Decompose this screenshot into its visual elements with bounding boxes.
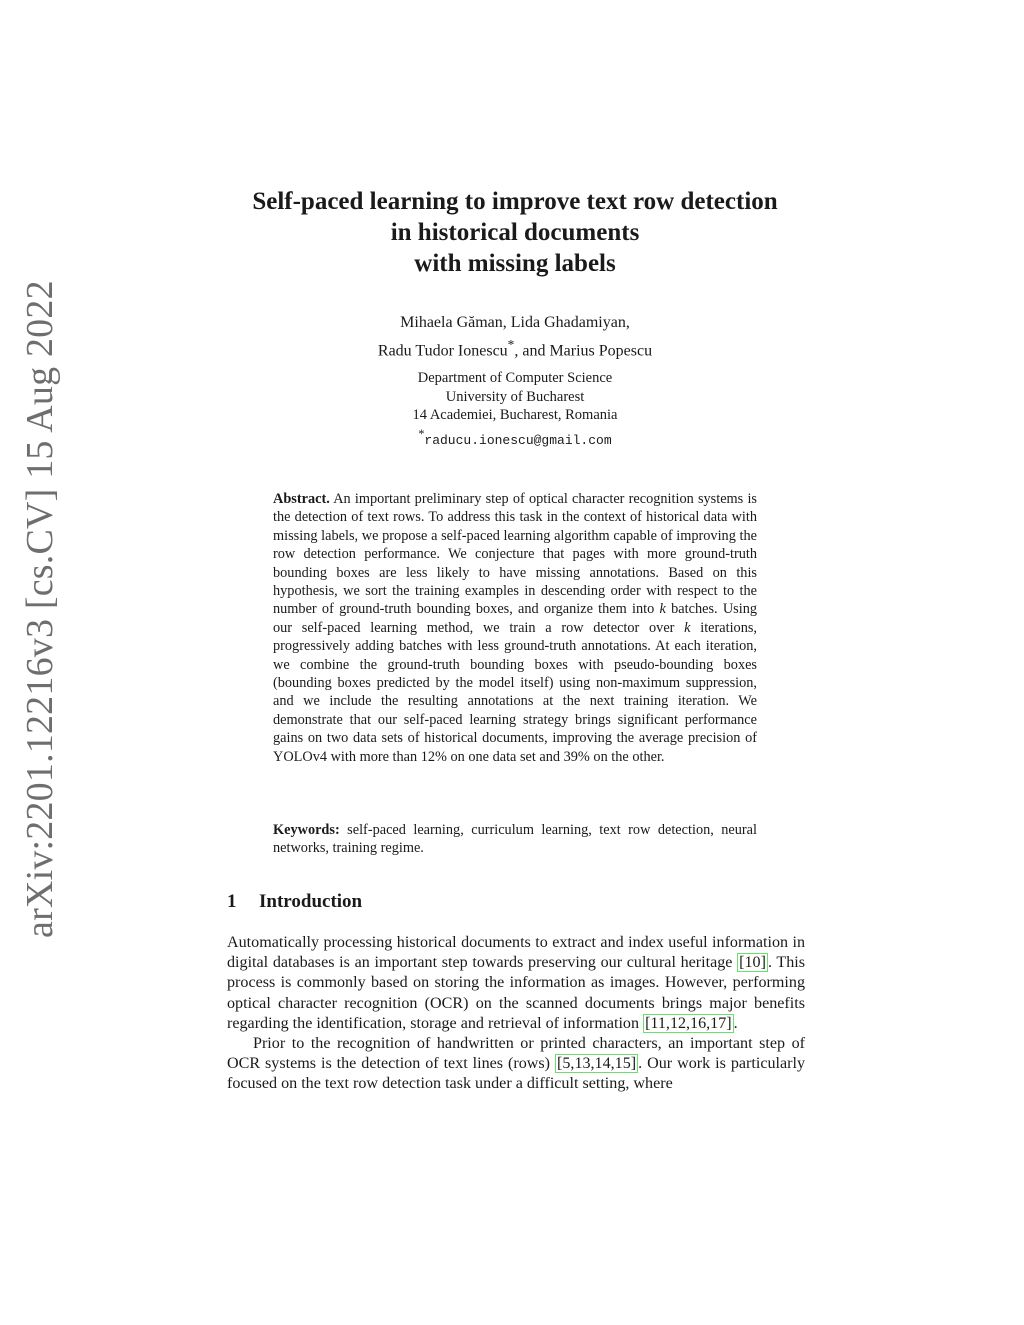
corresponding-author-mark: * <box>507 337 515 352</box>
introduction-body <box>227 933 805 1095</box>
authors-line-2 <box>315 334 715 362</box>
author-list <box>315 312 715 362</box>
keywords-label: Keywords: <box>273 822 340 838</box>
arxiv-identifier: arXiv:2201.12216v3 [cs.CV] 15 Aug 2022 <box>19 280 61 938</box>
abstract <box>273 490 757 766</box>
university: University of Bucharest <box>445 388 585 405</box>
abstract-text-3: iterations, progressively adding batches with less ground-truth annotations. At each iteration, we combine the ground-truth bounding boxes with pseudo-bounding boxes (bounding boxes predicted by the model itself) using non-maximum suppression, and we include the resulting annotations at the next training iteration. We demonstrate that our self-paced learning strategy brings significant performance gains on two data sets of historical documents, improving the average precision of YOLOv4 with more than 12% on one data set and 39% on the other. <box>273 619 757 765</box>
authors-line-1: Mihaela Găman, Lida Ghadamiyan, <box>400 314 630 331</box>
title-line-1: Self-paced learning to improve text row detection <box>252 188 778 215</box>
email-mark: * <box>418 426 425 441</box>
email-line <box>365 425 665 450</box>
section-heading <box>227 891 362 913</box>
intro-paragraph-1 <box>227 933 805 1034</box>
abstract-var-k-1: k <box>659 601 666 618</box>
address: 14 Academiei, Bucharest, Romania <box>412 407 618 423</box>
intro-p1-text-b: . This process is commonly based on storing the information as images. However, performing optical character recognition (OCR) on the scanned documents brings major benefits regarding the identification, storage and retrieval of information <box>227 954 805 1032</box>
abstract-var-k-2: k <box>684 619 691 636</box>
intro-paragraph-2 <box>227 1034 805 1095</box>
affiliation-block <box>365 369 665 450</box>
paper-title <box>215 186 815 279</box>
keywords <box>273 821 757 858</box>
title-line-2: in historical documents <box>390 219 640 246</box>
department: Department of Computer Science <box>417 370 613 386</box>
section-title: Introduction <box>259 891 363 912</box>
citation-link[interactable]: [5,13,14,15] <box>557 1055 637 1073</box>
abstract-text-1: An important preliminary step of optical character recognition systems is the detection of text rows. To address this task in the context of historical data with missing labels, we propose a self-paced learning algorithm capable of improving the row detection performance. We conjecture that pages with more ground-truth bounding boxes are less likely to have missing annotations. Based on this hypothesis, we sort the training examples in descending order with respect to the number of ground-truth bounding boxes, and organize them into <box>273 491 757 618</box>
abstract-label: Abstract. <box>273 491 330 507</box>
intro-p2-text-a: Prior to the recognition of handwritten or printed characters, an important step of OCR systems is the detection of text lines (rows) <box>227 1035 805 1073</box>
intro-p2-text-b: . Our work is particularly focused on the text row detection task under a difficult setting, where <box>227 1055 806 1093</box>
intro-p1-text-a: Automatically processing historical documents to extract and index useful information in digital databases is an important step towards preserving our cultural heritage <box>227 934 805 972</box>
corresponding-author-name: Radu Tudor Ionescu <box>377 342 508 360</box>
intro-p1-text-c: . <box>733 1014 738 1032</box>
section-number: 1 <box>227 891 237 912</box>
abstract-text-2: batches. Using our self-paced learning method, we train a row detector over <box>273 601 758 636</box>
citation-link[interactable]: [11,12,16,17] <box>645 1014 732 1032</box>
citation-link[interactable]: [10] <box>739 954 766 972</box>
email-address: raducu.ionescu@gmail.com <box>424 432 612 448</box>
keywords-text: self-paced learning, curriculum learning, text row detection, neural networks, training regime. <box>273 822 757 857</box>
authors-line-2-rest: , and Marius Popescu <box>514 342 653 360</box>
title-line-3: with missing labels <box>414 250 616 277</box>
